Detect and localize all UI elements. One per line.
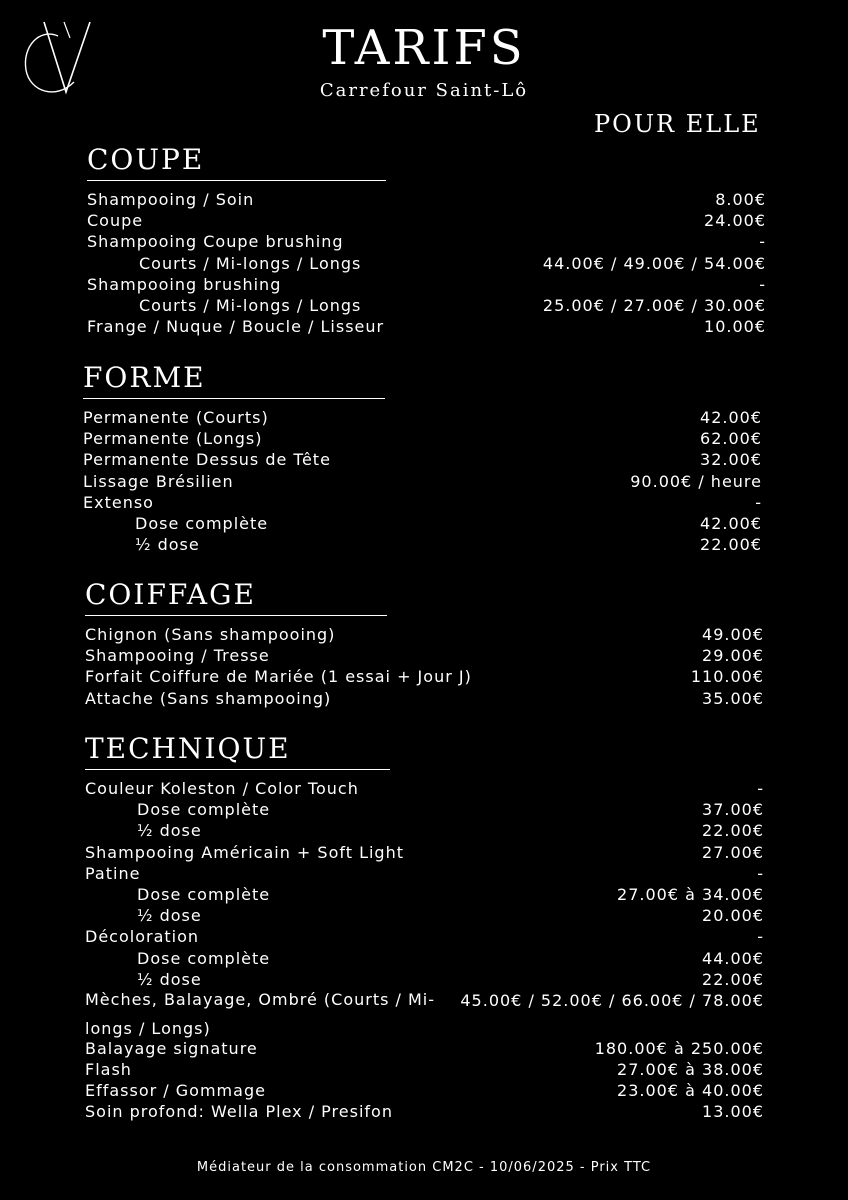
service-price: 42.00€ [700, 513, 762, 533]
service-price: 8.00€ [715, 190, 766, 209]
service-price: 44.00€ [702, 948, 764, 968]
service-price: 90.00€ / heure [630, 471, 762, 491]
service-label: Shampooing / Soin [87, 190, 255, 209]
service-label: Permanente Dessus de Tête [83, 450, 331, 470]
service-label: Extenso [83, 492, 154, 512]
price-row [85, 820, 764, 841]
service-label: Patine [85, 863, 141, 883]
section-title: COIFFAGE [85, 577, 387, 616]
price-row [85, 863, 764, 884]
service-price: 62.00€ [700, 429, 762, 449]
service-price: 22.00€ [702, 969, 764, 989]
service-label: ½ dose [135, 535, 200, 555]
service-price: 110.00€ [690, 667, 764, 687]
service-label: Dose complète [135, 513, 269, 533]
service-price: 27.00€ à 38.00€ [617, 1060, 764, 1080]
service-price: 27.00€ [702, 842, 764, 862]
price-row [87, 316, 766, 337]
service-label: Forfait Coiffure de Mariée (1 essai + Jour J) [85, 667, 472, 687]
price-row [85, 645, 764, 666]
service-label: Dose complète [137, 884, 271, 904]
price-row [85, 799, 764, 820]
service-label: ½ dose [137, 969, 202, 989]
section-technique [85, 731, 764, 1123]
service-price: 32.00€ [700, 450, 762, 470]
service-price: 10.00€ [704, 317, 766, 337]
price-row [83, 492, 762, 513]
service-label: Frange / Nuque / Boucle / Lisseur [87, 317, 385, 337]
service-label: Shampooing / Tresse [85, 646, 270, 666]
service-label: Dose complète [137, 948, 271, 968]
service-label: Courts / Mi-longs / Longs [139, 253, 362, 273]
service-price: 24.00€ [704, 211, 766, 231]
audience-label: POUR ELLE [594, 110, 761, 138]
service-price: - [759, 274, 766, 294]
price-row [87, 274, 766, 295]
service-label: Décoloration [85, 927, 200, 947]
service-label: Permanente (Courts) [83, 408, 269, 427]
page-subtitle: Carrefour Saint-Lô [319, 80, 529, 101]
service-price: 42.00€ [700, 408, 762, 427]
price-list [87, 189, 766, 337]
service-label: Courts / Mi-longs / Longs [139, 295, 362, 315]
price-row [87, 253, 766, 274]
price-row [85, 842, 764, 863]
price-row [85, 926, 764, 947]
service-price: 35.00€ [702, 688, 764, 708]
price-row [85, 1080, 764, 1101]
service-price: 37.00€ [702, 800, 764, 820]
service-price: - [755, 492, 762, 512]
service-label: Dose complète [137, 800, 271, 820]
section-title: COUPE [87, 142, 386, 181]
price-row [87, 210, 766, 231]
service-label: Couleur Koleston / Color Touch [85, 779, 359, 798]
price-row [85, 666, 764, 687]
service-price: - [757, 927, 764, 947]
service-price: 180.00€ à 250.00€ [594, 1038, 764, 1058]
price-row [85, 1101, 764, 1122]
service-label: Shampooing Américain + Soft Light [85, 842, 404, 862]
price-row [85, 990, 764, 1038]
service-price: - [757, 863, 764, 883]
service-label: Permanente (Longs) [83, 429, 263, 449]
price-list [83, 407, 762, 555]
price-row [85, 624, 764, 645]
price-row [85, 905, 764, 926]
service-label: ½ dose [137, 821, 202, 841]
service-price: 23.00€ à 40.00€ [617, 1081, 764, 1101]
price-row [87, 231, 766, 252]
price-row [85, 778, 764, 799]
page-title: TARIFS [322, 20, 526, 76]
section-forme [83, 360, 762, 555]
service-price: 22.00€ [702, 821, 764, 841]
service-price: 45.00€ / 52.00€ / 66.00€ / 78.00€ [460, 990, 764, 1010]
service-price: 25.00€ / 27.00€ / 30.00€ [542, 295, 766, 315]
service-label: Mèches, Balayage, Ombré (Courts / Mi-longs / Longs) [85, 989, 436, 1038]
footer-note: Médiateur de la consommation CM2C - 10/06/2025 - Prix TTC [196, 1160, 652, 1175]
service-price: 22.00€ [700, 535, 762, 555]
service-price: 27.00€ à 34.00€ [617, 884, 764, 904]
service-price: 20.00€ [702, 906, 764, 926]
section-coiffage [85, 577, 764, 709]
price-row [83, 513, 762, 534]
price-row [85, 1038, 764, 1059]
price-list [85, 624, 764, 709]
service-label: Chignon (Sans shampooing) [85, 625, 336, 644]
price-row [83, 534, 762, 555]
price-row [85, 884, 764, 905]
service-label: Effassor / Gommage [85, 1081, 266, 1101]
service-label: ½ dose [137, 906, 202, 926]
price-row [83, 428, 762, 449]
section-title: TECHNIQUE [85, 731, 390, 770]
price-row [83, 407, 762, 428]
price-row [87, 295, 766, 316]
section-coupe [87, 142, 766, 337]
service-price: - [757, 779, 764, 798]
service-price: 49.00€ [702, 625, 764, 644]
section-title: FORME [83, 360, 385, 399]
service-price: - [759, 232, 766, 252]
service-label: Lissage Brésilien [83, 471, 234, 491]
price-row [85, 688, 764, 709]
service-label: Shampooing Coupe brushing [87, 232, 344, 252]
price-row [87, 189, 766, 210]
price-row [83, 449, 762, 470]
price-row [85, 948, 764, 969]
service-label: Flash [85, 1060, 132, 1080]
price-list [85, 778, 764, 1123]
service-label: Attache (Sans shampooing) [85, 688, 332, 708]
service-price: 44.00€ / 49.00€ / 54.00€ [542, 253, 766, 273]
service-label: Coupe [87, 211, 144, 231]
service-price: 13.00€ [702, 1102, 764, 1122]
service-price: 29.00€ [702, 646, 764, 666]
price-row [85, 1059, 764, 1080]
price-row [83, 471, 762, 492]
service-label: Balayage signature [85, 1038, 258, 1058]
service-label: Shampooing brushing [87, 274, 282, 294]
service-label: Soin profond: Wella Plex / Presifon [85, 1102, 393, 1122]
